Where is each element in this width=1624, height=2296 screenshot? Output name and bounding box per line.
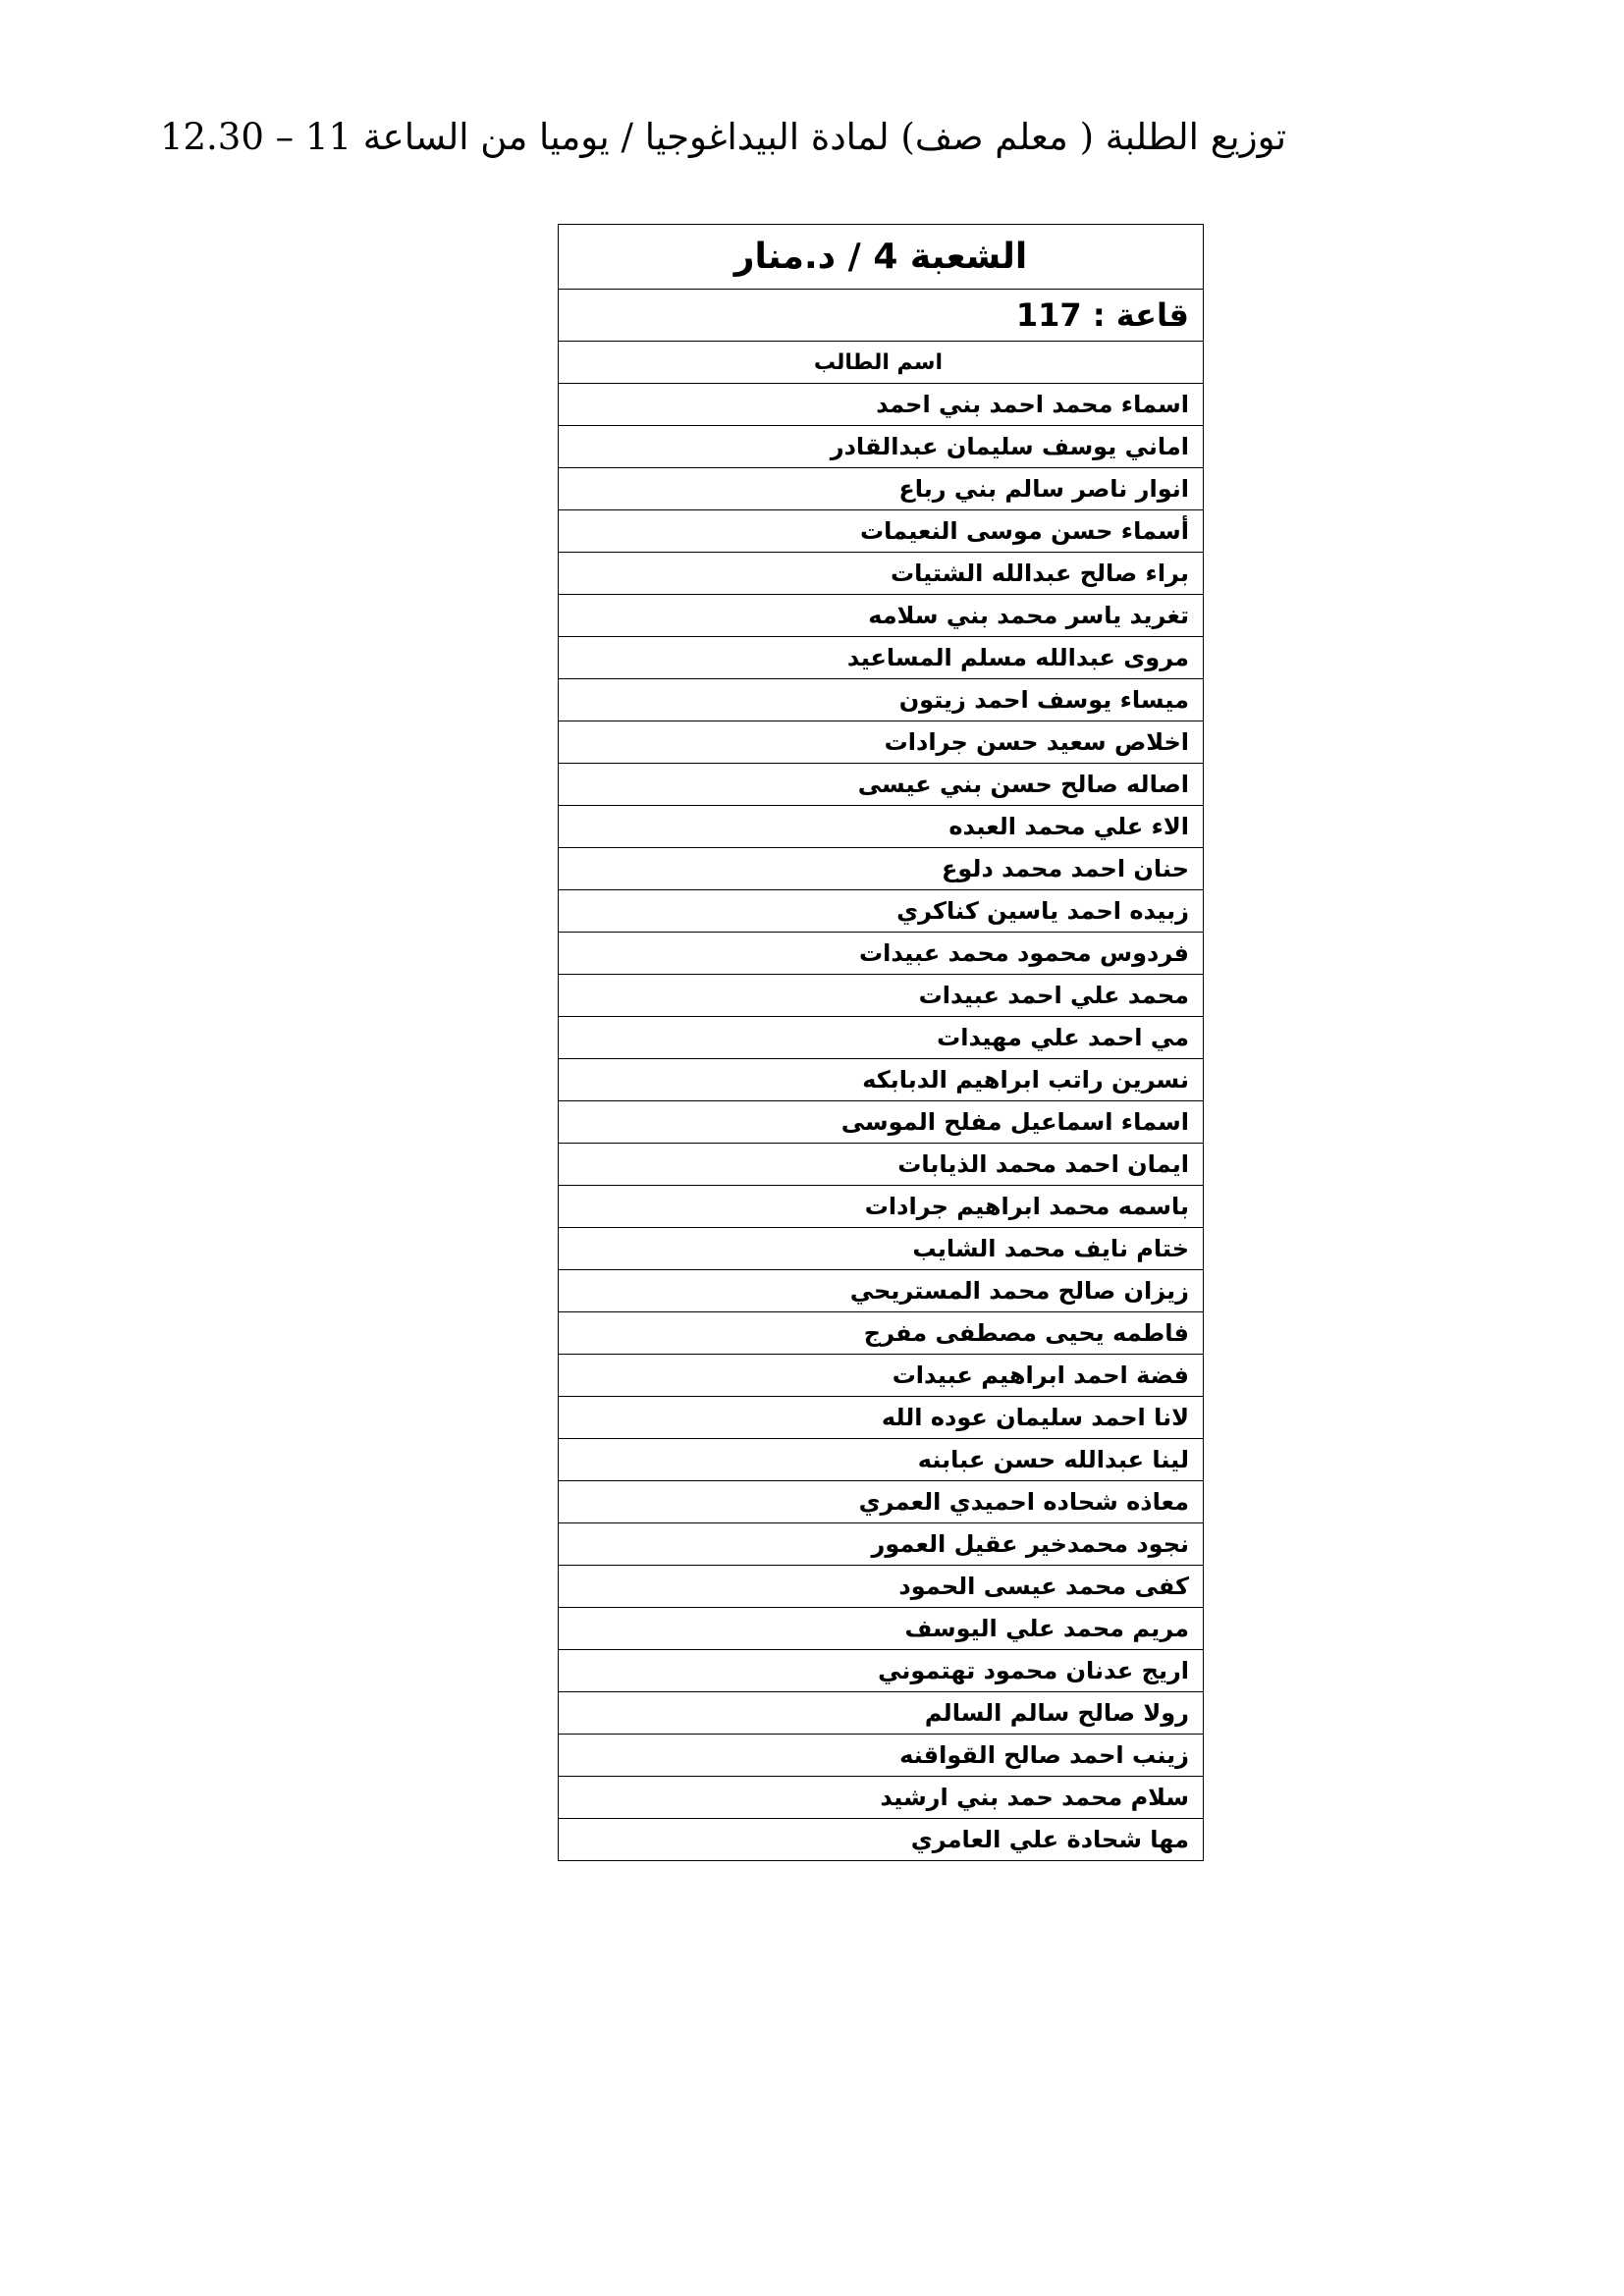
- table-row: [559, 553, 1204, 595]
- student-name: انوار ناصر سالم بني رباع: [559, 468, 1204, 510]
- table-row: [559, 637, 1204, 679]
- page-title: توزيع الطلبة ( معلم صف) لمادة البيداغوجيا / يوميا من الساعة 11 – 12.30: [159, 116, 1286, 158]
- table-row: [559, 1523, 1204, 1566]
- section-heading: الشعبة 4 / د.منار: [559, 225, 1204, 290]
- student-roster-table: [558, 224, 1204, 1861]
- student-name: ختام نايف محمد الشايب: [559, 1228, 1204, 1270]
- table-row: [559, 1481, 1204, 1523]
- table-row: [559, 679, 1204, 721]
- table-row: [559, 1650, 1204, 1692]
- student-name: لانا احمد سليمان عوده الله: [559, 1397, 1204, 1439]
- student-name: فضة احمد ابراهيم عبيدات: [559, 1355, 1204, 1397]
- student-name: مروى عبدالله مسلم المساعيد: [559, 637, 1204, 679]
- student-name: مها شحادة علي العامري: [559, 1819, 1204, 1861]
- column-header-student-name: اسم الطالب: [559, 342, 1204, 384]
- table-row: [559, 1355, 1204, 1397]
- student-name: أسماء حسن موسى النعيمات: [559, 510, 1204, 553]
- student-name: ايمان احمد محمد الذيابات: [559, 1144, 1204, 1186]
- student-name: نجود محمدخير عقيل العمور: [559, 1523, 1204, 1566]
- section-heading-row: [559, 225, 1204, 290]
- table-row: [559, 1228, 1204, 1270]
- table-row: [559, 426, 1204, 468]
- table-row: [559, 1608, 1204, 1650]
- table-row: [559, 764, 1204, 806]
- student-name: مريم محمد علي اليوسف: [559, 1608, 1204, 1650]
- table-row: [559, 595, 1204, 637]
- student-name: تغريد ياسر محمد بني سلامه: [559, 595, 1204, 637]
- student-name: زيزان صالح محمد المستريحي: [559, 1270, 1204, 1312]
- student-name: اصاله صالح حسن بني عيسى: [559, 764, 1204, 806]
- table-row: [559, 1397, 1204, 1439]
- student-name: نسرين راتب ابراهيم الدبابكه: [559, 1059, 1204, 1101]
- student-name: فردوس محمود محمد عبيدات: [559, 933, 1204, 975]
- table-row: [559, 806, 1204, 848]
- student-name: ميساء يوسف احمد زيتون: [559, 679, 1204, 721]
- student-name: اماني يوسف سليمان عبدالقادر: [559, 426, 1204, 468]
- table-row: [559, 975, 1204, 1017]
- table-row: [559, 1270, 1204, 1312]
- table-row: [559, 468, 1204, 510]
- student-name: اسماء اسماعيل مفلح الموسى: [559, 1101, 1204, 1144]
- student-name: زينب احمد صالح القواقنه: [559, 1735, 1204, 1777]
- room-label: قاعة : 117: [559, 290, 1204, 342]
- table-row: [559, 1059, 1204, 1101]
- table-row: [559, 1186, 1204, 1228]
- column-header-row: [559, 342, 1204, 384]
- table-row: [559, 1777, 1204, 1819]
- table-row: [559, 1312, 1204, 1355]
- student-name: معاذه شحاده احميدي العمري: [559, 1481, 1204, 1523]
- student-name: اسماء محمد احمد بني احمد: [559, 384, 1204, 426]
- student-name: كفى محمد عيسى الحمود: [559, 1566, 1204, 1608]
- table-row: [559, 510, 1204, 553]
- student-name: حنان احمد محمد دلوع: [559, 848, 1204, 890]
- student-name: فاطمه يحيى مصطفى مفرج: [559, 1312, 1204, 1355]
- table-row: [559, 1692, 1204, 1735]
- student-name: باسمه محمد ابراهيم جرادات: [559, 1186, 1204, 1228]
- table-row: [559, 721, 1204, 764]
- table-row: [559, 1439, 1204, 1481]
- student-name: رولا صالح سالم السالم: [559, 1692, 1204, 1735]
- table-row: [559, 1144, 1204, 1186]
- student-name: محمد علي احمد عبيدات: [559, 975, 1204, 1017]
- table-row: [559, 933, 1204, 975]
- table-row: [559, 1819, 1204, 1861]
- student-name: مي احمد علي مهيدات: [559, 1017, 1204, 1059]
- table-row: [559, 384, 1204, 426]
- student-name: لينا عبدالله حسن عبابنه: [559, 1439, 1204, 1481]
- student-name: اريج عدنان محمود تهتموني: [559, 1650, 1204, 1692]
- table-row: [559, 1566, 1204, 1608]
- table-row: [559, 1101, 1204, 1144]
- table-row: [559, 1017, 1204, 1059]
- room-row: [559, 290, 1204, 342]
- student-name: براء صالح عبدالله الشتيات: [559, 553, 1204, 595]
- student-name: سلام محمد حمد بني ارشيد: [559, 1777, 1204, 1819]
- table-row: [559, 848, 1204, 890]
- student-name: زبيده احمد ياسين كناكري: [559, 890, 1204, 933]
- student-name: الاء علي محمد العبده: [559, 806, 1204, 848]
- table-row: [559, 1735, 1204, 1777]
- table-row: [559, 890, 1204, 933]
- student-name: اخلاص سعيد حسن جرادات: [559, 721, 1204, 764]
